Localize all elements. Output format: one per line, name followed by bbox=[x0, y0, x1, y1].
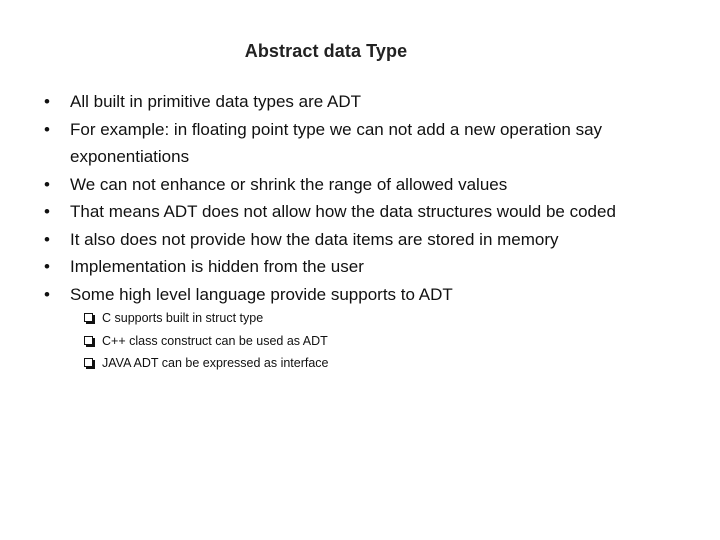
bullet-text: We can not enhance or shrink the range of allowed values bbox=[70, 174, 508, 194]
bullet-text: That means ADT does not allow how the data structures would be coded bbox=[70, 202, 616, 221]
checkbox-bullet-icon bbox=[84, 358, 93, 367]
bullet-list bbox=[44, 88, 684, 308]
bullet-item bbox=[44, 226, 684, 254]
bullet-dot-icon: • bbox=[44, 284, 50, 304]
bullet-dot-icon: • bbox=[44, 202, 50, 221]
checkbox-bullet-icon bbox=[84, 336, 93, 345]
bullet-item bbox=[44, 116, 684, 171]
bullet-item bbox=[44, 281, 684, 309]
bullet-text: For example: in floating point type we can not add a new operation say exponentiations bbox=[70, 119, 603, 166]
bullet-dot-icon: • bbox=[44, 229, 50, 249]
sub-bullet-text: C++ class construct can be used as ADT bbox=[102, 333, 328, 348]
bullet-dot-icon: • bbox=[44, 119, 50, 139]
sub-bullet-list bbox=[84, 307, 644, 375]
sub-bullet-text: JAVA ADT can be expressed as interface bbox=[102, 356, 329, 370]
bullet-text: It also does not provide how the data items are stored in memory bbox=[70, 229, 559, 249]
slide-title: Abstract data Type bbox=[244, 41, 408, 61]
bullet-dot-icon: • bbox=[44, 257, 50, 276]
sub-bullet-item bbox=[84, 307, 644, 330]
bullet-item bbox=[44, 198, 684, 226]
sub-bullet-item bbox=[84, 330, 644, 353]
bullet-item bbox=[44, 171, 684, 199]
checkbox-bullet-icon bbox=[84, 313, 93, 322]
bullet-dot-icon: • bbox=[44, 92, 50, 111]
bullet-item bbox=[44, 253, 684, 281]
sub-bullet-text: C supports built in struct type bbox=[102, 311, 264, 325]
bullet-item bbox=[44, 88, 684, 116]
bullet-text: All built in primitive data types are ADT bbox=[70, 92, 362, 111]
sub-bullet-item bbox=[84, 352, 644, 375]
bullet-text: Some high level language provide supports to ADT bbox=[70, 284, 453, 304]
bullet-text: Implementation is hidden from the user bbox=[70, 257, 364, 276]
bullet-dot-icon: • bbox=[44, 174, 50, 194]
